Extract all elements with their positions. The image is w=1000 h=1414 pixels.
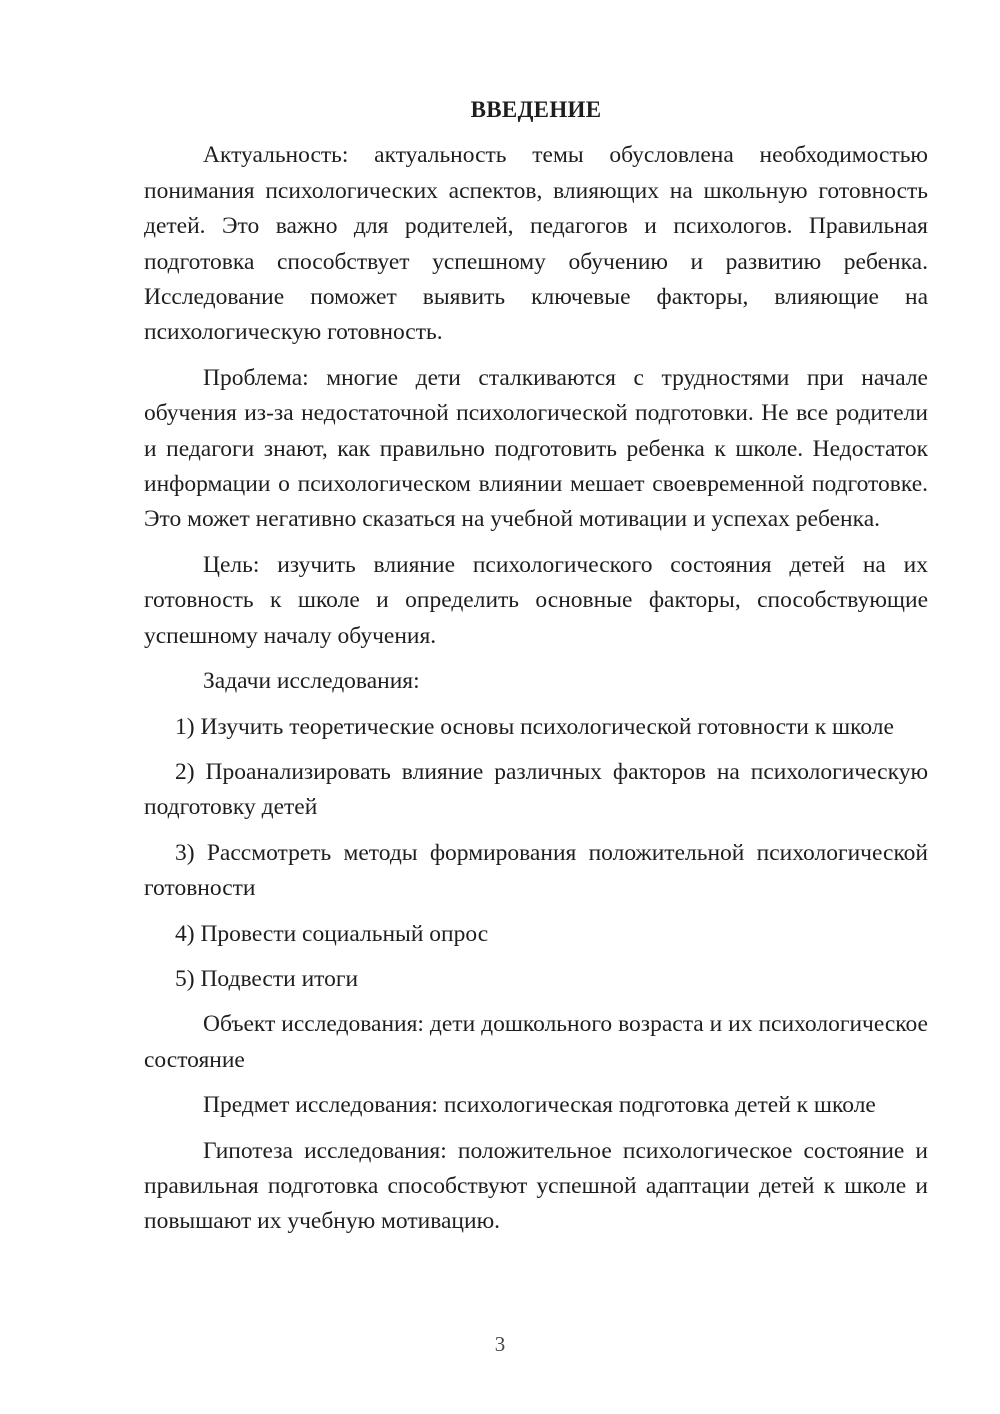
task-item: 2) Проанализировать влияние различных факторов на психологическую подготовку детей bbox=[144, 758, 928, 821]
task-item: 5) Подвести итоги bbox=[175, 965, 359, 992]
section-title: ВВЕДЕНИЕ bbox=[470, 97, 602, 122]
task-item: 1) Изучить теоретические основы психологической готовности к школе bbox=[175, 713, 894, 740]
page-number: 3 bbox=[494, 1332, 506, 1356]
task-item: 4) Провести социальный опрос bbox=[175, 920, 489, 947]
subject-paragraph: Предмет исследования: психологическая подготовка детей к школе bbox=[203, 1092, 876, 1119]
object-paragraph: Объект исследования: дети дошкольного возраста и их психологическое состояние bbox=[144, 1011, 928, 1073]
problem-paragraph: Проблема: многие дети сталкиваются с трудностями при начале обучения из-за недостаточной психологической подготовки. Не все родители и педагоги знают, как правильно подготовить ребенка к школе. Недостаток информации о психологическом влиянии мешает своевременной подготовке. Это может негативно сказаться на учебной мотивации и успехах ребенка. bbox=[144, 364, 928, 533]
task-item: 3) Рассмотреть методы формирования положительной психологической готовности bbox=[144, 839, 928, 902]
hypothesis-paragraph: Гипотеза исследования: положительное психологическое состояние и правильная подготовка способствуют успешной адаптации детей к школе и повышают их учебную мотивацию. bbox=[144, 1137, 928, 1235]
goal-paragraph: Цель: изучить влияние психологического состояния детей на их готовность к школе и определить основные факторы, способствующие успешному началу обучения. bbox=[144, 551, 928, 649]
page-body bbox=[144, 92, 928, 1250]
relevance-paragraph: Актуальность: актуальность темы обусловлена необходимостью понимания психологических аспектов, влияющих на школьную готовность детей. Это важно для родителей, педагогов и психологов. Правильная подготовка способствует успешному обучению и развитию ребенка. Исследование поможет выявить ключевые факторы, влияющие на психологическую готовность. bbox=[144, 142, 928, 346]
tasks-heading: Задачи исследования: bbox=[203, 668, 420, 695]
